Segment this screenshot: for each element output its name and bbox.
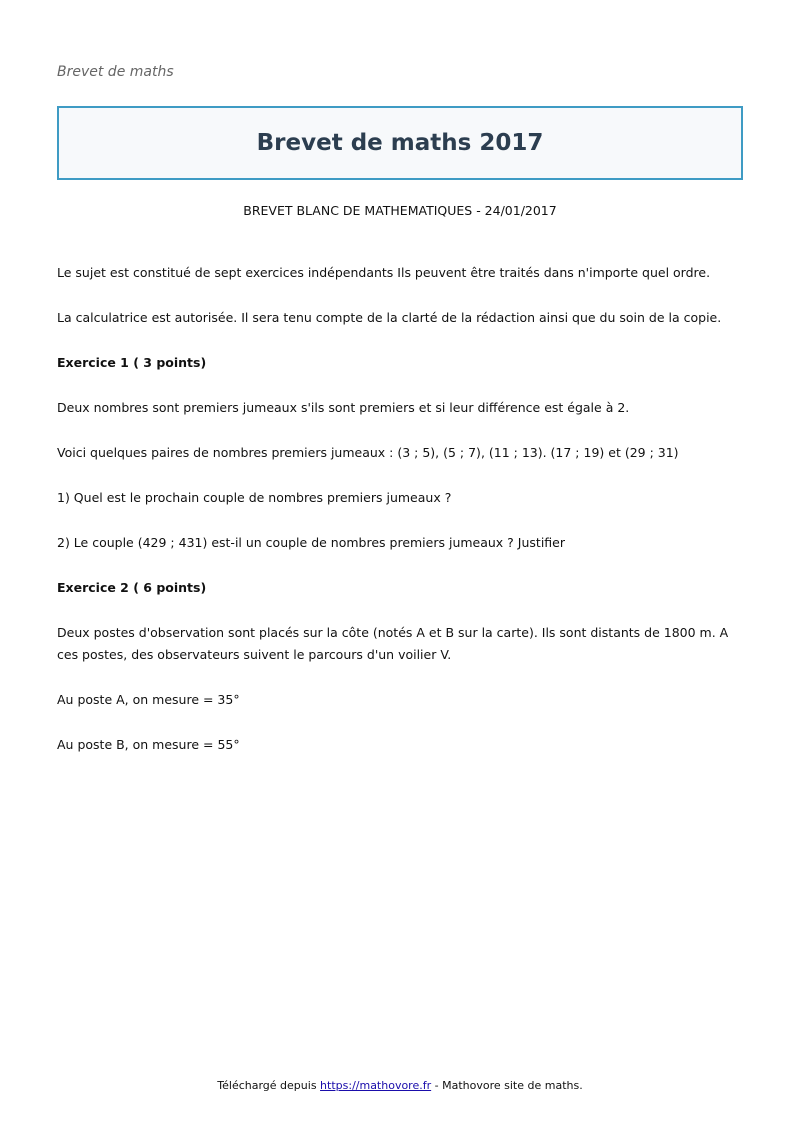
exam-subtitle: BREVET BLANC DE MATHEMATIQUES - 24/01/2017 bbox=[243, 203, 557, 218]
exercise-1-examples: Voici quelques paires de nombres premiers jumeaux : (3 ; 5), (5 ; 7), (11 ; 13). (17 ; 19) et (29 ; 31) bbox=[57, 445, 679, 460]
footer-link[interactable]: https://mathovore.fr bbox=[320, 1079, 432, 1092]
exercise-2-statement: Deux postes d'observation sont placés sur la côte (notés A et B sur la carte). Ils sont distants de 1800 m. A ces postes, des observateurs suivent le parcours d'un voilier V. bbox=[57, 625, 729, 662]
header-note: Brevet de maths bbox=[57, 64, 174, 80]
title-box bbox=[57, 106, 743, 180]
exercise-1-question-1: 1) Quel est le prochain couple de nombres premiers jumeaux ? bbox=[57, 490, 452, 505]
exercise-2-angle-b: Au poste B, on mesure = 55° bbox=[57, 737, 240, 752]
exercise-1-question-2: 2) Le couple (429 ; 431) est-il un couple de nombres premiers jumeaux ? Justifier bbox=[57, 535, 565, 550]
page-title: Brevet de maths 2017 bbox=[256, 130, 544, 156]
exercise-1-heading: Exercice 1 ( 3 points) bbox=[57, 355, 207, 370]
footer-prefix: Téléchargé depuis bbox=[217, 1079, 321, 1092]
footer-suffix: - Mathovore site de maths. bbox=[431, 1079, 583, 1092]
exercise-1-definition: Deux nombres sont premiers jumeaux s'ils sont premiers et si leur différence est égale à 2. bbox=[57, 400, 630, 415]
document-body bbox=[57, 262, 745, 779]
intro-paragraph: Le sujet est constitué de sept exercices indépendants Ils peuvent être traités dans n'importe quel ordre. bbox=[57, 265, 711, 280]
footer bbox=[0, 1079, 800, 1092]
calculator-paragraph: La calculatrice est autorisée. Il sera tenu compte de la clarté de la rédaction ainsi que du soin de la copie. bbox=[57, 310, 722, 325]
exercise-2-angle-a: Au poste A, on mesure = 35° bbox=[57, 692, 240, 707]
exercise-2-heading: Exercice 2 ( 6 points) bbox=[57, 580, 207, 595]
